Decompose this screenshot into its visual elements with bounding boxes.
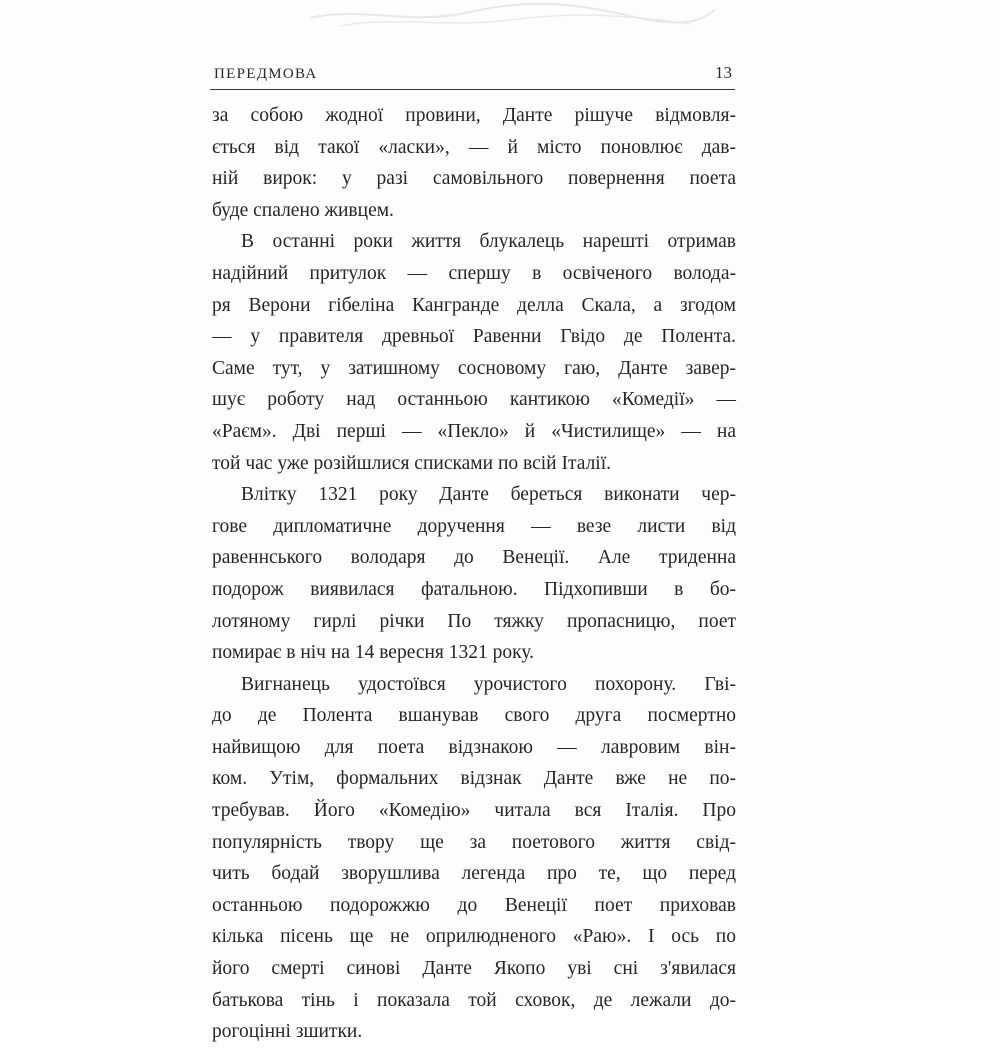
paragraph [212, 479, 736, 669]
text-line: требував. Його «Комедію» читала вся Італія. Про [212, 800, 736, 822]
header-rule [210, 89, 735, 90]
text-line: — у правителя древньої Равенни Гвідо де Полента. [212, 326, 736, 348]
text-line: подорож виявилася фатальною. Підхопивши в бо- [212, 578, 736, 600]
text-line: «Раєм». Дві перші — «Пекло» й «Чистилище» — на [212, 420, 736, 442]
text-line: останньою подорожжю до Венеції поет приховав [212, 894, 736, 916]
text-line: ря Верони гібеліна Кангранде делла Скала, а згодом [212, 294, 736, 316]
body-text [212, 100, 736, 1048]
paragraph [212, 226, 736, 479]
text-line: буде спалено живцем. [212, 199, 394, 221]
text-line: гове дипломатичне доручення — везе листи від [212, 515, 736, 537]
text-line: чить бодай зворушлива легенда про те, що перед [212, 863, 736, 885]
text-line: Вигнанець удостоївся урочистого похорону. Гві- [241, 673, 736, 695]
text-line: В останні роки життя блукалець нарешті отримав [241, 231, 736, 253]
text-line: лотяному гирлі річки По тяжку пропасницю, поет [212, 610, 736, 632]
text-line: рогоцінні зшитки. [212, 1021, 363, 1043]
text-line: за собою жодної провини, Данте рішуче відмовля- [212, 105, 736, 126]
page-number: 13 [715, 63, 732, 82]
paragraph [212, 100, 736, 226]
text-line: равеннського володаря до Венеції. Але триденна [212, 547, 736, 569]
text-line: шує роботу над останньою кантикою «Комедії» — [212, 389, 736, 411]
running-head [214, 57, 732, 83]
paragraph [212, 669, 736, 1048]
section-title: ПЕРЕДМОВА [214, 66, 318, 82]
text-line: до де Полента вшанував свого друга посмертно [212, 705, 736, 727]
text-line: його смерті синові Данте Якопо уві сні з'явилася [212, 958, 736, 980]
text-line: той час уже розійшлися списками по всій Італії. [212, 452, 612, 474]
text-line: найвищою для поета відзнакою — лавровим він- [212, 736, 736, 758]
text-line: популярність твору ще за поетового життя свід- [212, 831, 736, 853]
text-line: помирає в ніч на 14 вересня 1321 року. [212, 642, 535, 664]
text-line: ком. Утім, формальних відзнак Данте вже не по- [212, 768, 736, 790]
text-line: Влітку 1321 року Данте береться виконати чер- [241, 484, 736, 506]
text-line: Саме тут, у затишному сосновому гаю, Данте завер- [212, 357, 736, 379]
text-line: ється від такої «ласки», — й місто поновлює дав- [212, 136, 736, 158]
text-line: ній вирок: у разі самовільного повернення поета [212, 168, 736, 190]
text-line: кілька пісень ще не оприлюдненого «Раю». І ось по [212, 926, 736, 948]
show-through-texture [300, 0, 720, 30]
text-line: батькова тінь і показала той сховок, де лежали до- [212, 989, 736, 1011]
text-line: надійний притулок — спершу в освіченого волода- [212, 262, 736, 284]
